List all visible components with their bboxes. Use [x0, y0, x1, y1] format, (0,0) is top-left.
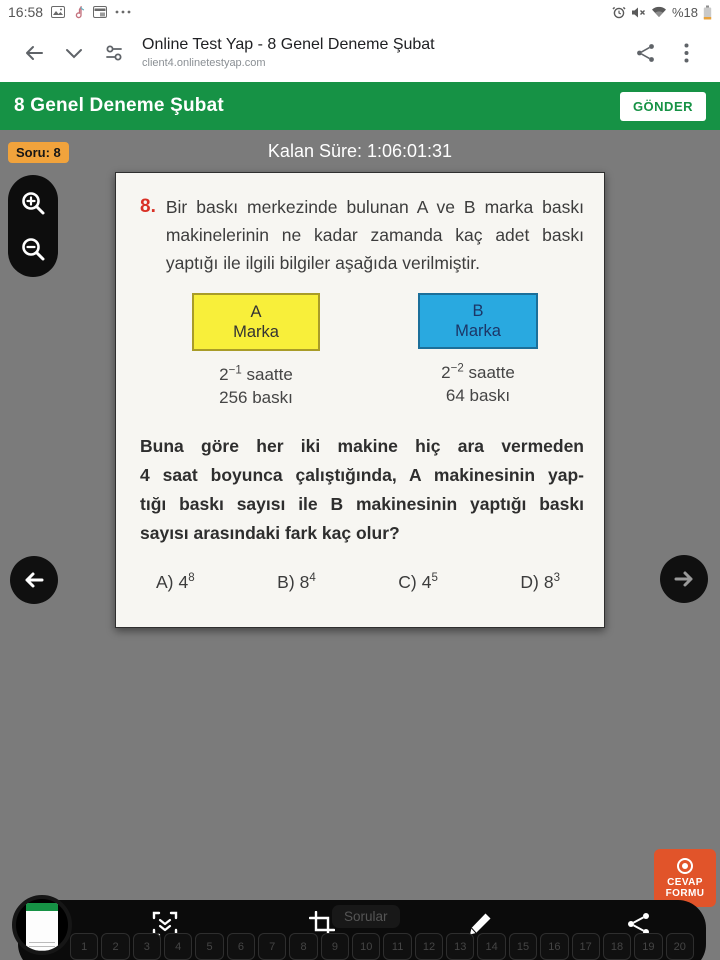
machine-a-box	[192, 293, 320, 351]
thumbnail-page	[26, 903, 58, 953]
question-number-button[interactable]: 12	[415, 933, 443, 960]
option-c: C) $4^5$	[398, 572, 438, 592]
question-number-button[interactable]: 9	[321, 933, 349, 960]
body-line: tığı baskı sayısı ile B makinesinin yaptığı baskı	[140, 494, 584, 514]
answer-options	[140, 548, 584, 593]
option-a: A) $4^8$	[156, 572, 195, 592]
question-number-button[interactable]: 11	[383, 933, 411, 960]
page-title-block[interactable]	[142, 36, 626, 69]
mute-icon	[631, 6, 646, 19]
question-number-row	[70, 933, 694, 960]
remaining-time-text: Kalan Süre: 1:06:01:31	[267, 141, 453, 161]
option-b: B) $8^4$	[277, 572, 316, 592]
machine-b-box	[418, 293, 538, 349]
sorular-label[interactable]: Sorular	[332, 905, 400, 928]
clock-text: 16:58	[8, 4, 44, 20]
zoom-out-icon[interactable]	[16, 232, 50, 266]
test-header	[0, 82, 720, 130]
answer-form-target-icon	[677, 858, 693, 874]
question-card	[115, 172, 605, 628]
gallery-icon	[51, 6, 65, 18]
question-number-button[interactable]: 8	[289, 933, 317, 960]
body-line: Buna göre her iki makine hiç ara vermeden	[140, 436, 584, 456]
question-number-button[interactable]: 2	[101, 933, 129, 960]
intro-line: yaptığı ile ilgili bilgiler aşağıda verilmiştir.	[165, 253, 481, 273]
question-number-button[interactable]: 20	[666, 933, 694, 960]
machine-a-word: Marka	[233, 323, 279, 341]
question-number-button[interactable]: 19	[634, 933, 662, 960]
question-number-button[interactable]: 4	[164, 933, 192, 960]
machines-figure	[140, 277, 584, 408]
submit-button[interactable]: GÖNDER	[620, 92, 706, 121]
music-note-icon	[73, 6, 85, 19]
bottom-toolbar	[18, 900, 706, 960]
zoom-controls	[8, 175, 58, 277]
machine-b	[408, 293, 548, 408]
machine-a	[186, 293, 326, 408]
thumbnail-header	[26, 903, 58, 911]
page-url: client4.onlinetestyap.com	[142, 56, 266, 69]
body-line: 4 saat boyunca çalıştığında, A makinesinin yap-	[140, 465, 584, 485]
previous-question-icon[interactable]	[10, 556, 58, 604]
status-right	[612, 5, 712, 20]
answer-form-label-1: CEVAP	[667, 876, 703, 888]
browser-actions	[626, 33, 706, 73]
thumbnail-pie-chart	[32, 918, 52, 938]
more-notifications-icon	[115, 10, 131, 14]
browser-window-icon	[93, 6, 107, 18]
question-number-button[interactable]: 14	[477, 933, 505, 960]
question-number-button[interactable]: 3	[133, 933, 161, 960]
browser-toolbar	[0, 24, 720, 82]
machine-b-word: Marka	[455, 322, 501, 340]
thumbnail-text-lines	[29, 942, 55, 954]
question-number-button[interactable]: 18	[603, 933, 631, 960]
next-question-icon[interactable]	[660, 555, 708, 603]
zoom-in-icon[interactable]	[16, 186, 50, 220]
chevron-down-icon[interactable]	[54, 33, 94, 73]
status-bar	[0, 0, 720, 24]
question-number-button[interactable]: 17	[572, 933, 600, 960]
machine-b-letter: B	[472, 302, 484, 320]
machine-a-count: 256 baskı	[219, 388, 293, 407]
question-number-button[interactable]: 6	[227, 933, 255, 960]
battery-percent-text: %18	[671, 4, 698, 20]
machine-a-time: $2^{-1}$ saatte	[219, 364, 293, 384]
question-number-button[interactable]: 10	[352, 933, 380, 960]
page-title: Online Test Yap - 8 Genel Deneme Şubat	[142, 36, 435, 54]
machine-a-letter: A	[250, 303, 262, 321]
status-left	[8, 4, 131, 20]
alarm-icon	[612, 5, 626, 19]
question-number-button[interactable]: 7	[258, 933, 286, 960]
answer-form-button[interactable]	[654, 849, 716, 907]
question-number-badge: Soru: 8	[8, 142, 69, 163]
question-intro	[140, 193, 584, 277]
app-thumbnail[interactable]	[12, 895, 72, 955]
question-intro-text	[166, 193, 584, 277]
question-number-button[interactable]: 15	[509, 933, 537, 960]
machine-b-count: 64 baskı	[445, 386, 511, 405]
question-number-button[interactable]: 16	[540, 933, 568, 960]
intro-line: makinelerinin ne kadar zamanda kaç adet baskı	[165, 225, 584, 245]
wifi-icon	[651, 6, 667, 18]
content-area	[0, 130, 720, 960]
answer-form-label-2: FORMU	[665, 887, 705, 899]
back-arrow-icon[interactable]	[14, 33, 54, 73]
question-number-button[interactable]: 1	[70, 933, 98, 960]
tune-icon[interactable]	[94, 33, 134, 73]
question-body-text	[140, 432, 584, 548]
question-number-button[interactable]: 13	[446, 933, 474, 960]
share-icon[interactable]	[626, 33, 666, 73]
overflow-menu-icon[interactable]	[666, 33, 706, 73]
intro-line: Bir baskı merkezinde bulunan A ve B marka baskı	[165, 197, 584, 217]
question-number: 8.	[140, 196, 156, 217]
test-title: 8 Genel Deneme Şubat	[14, 95, 224, 116]
question-number-button[interactable]: 5	[195, 933, 223, 960]
body-line: sayısı arasındaki fark kaç olur?	[140, 523, 400, 543]
battery-icon	[703, 5, 712, 20]
machine-b-time: $2^{-2}$ saatte	[441, 362, 515, 382]
option-d: D) $8^3$	[520, 572, 560, 592]
